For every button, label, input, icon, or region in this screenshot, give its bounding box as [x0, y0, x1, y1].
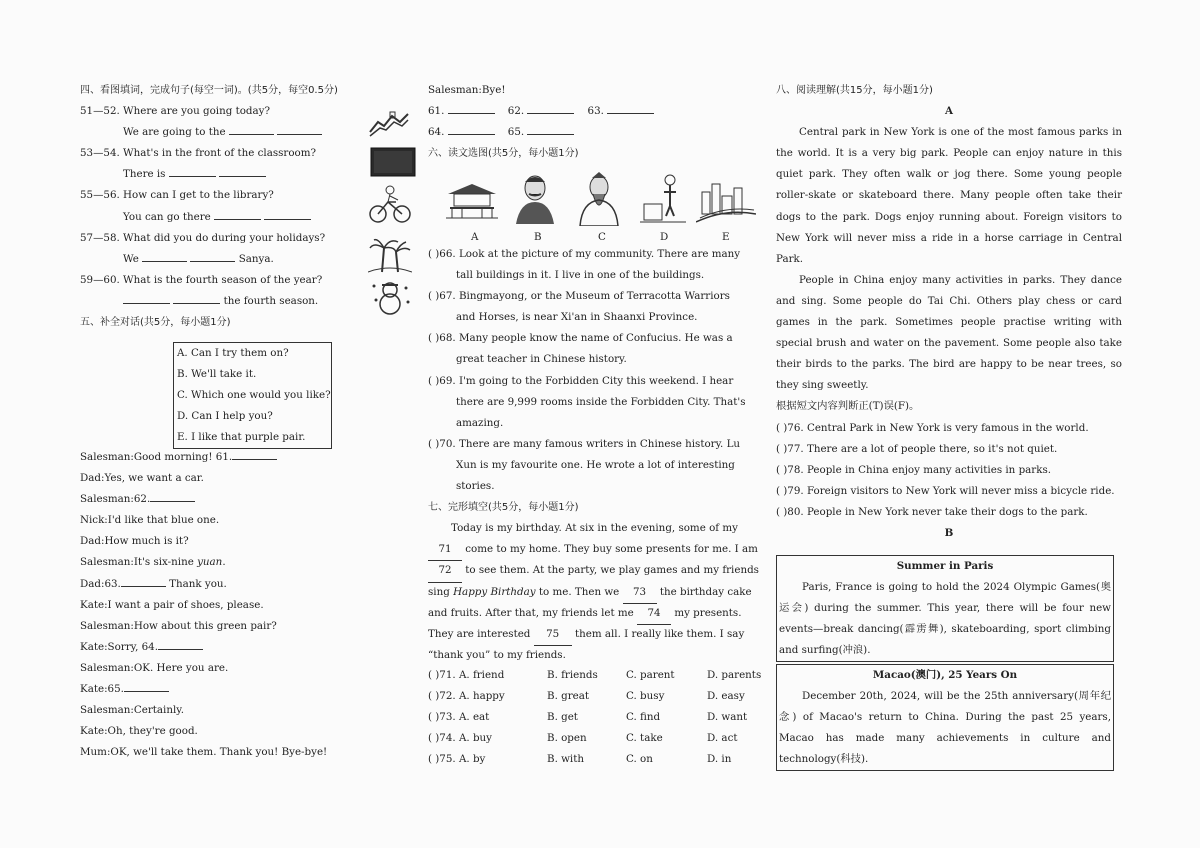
picture-questions: ( )66. Look at the picture of my community. There are many tall buildings in it. I live in one of the buildings. ( )67. Bingmayong, or the Museum of Terracotta Warriors and Horses, is near Xi'an in Shaanxi Province. ( )68. Many people know the name of Confucius. He was a great teacher in Chinese history. ( )69. I'm going to the Forbidden City this weekend. I hear there are 9,999 rooms inside the Forbidden City. That's amazing. ( )70. There are many famous writers in Chinese history. Lu Xun is my favourite one. He wrote a lot of interesting stories. 七、完形填空(共5分，每小题1分) Today is my birthday. At six in the evening, some of my 71 come to my home. They buy some presents for me. I am 72 to see them. At the party, we play games and my friends sing Happy Birthday to me. Then we 73 the birthday cake and fruits. After that, my friends let me 74 my presents. They are interested 75 them all. I really like them. I say “thank you” to my friends. — [428, 244, 773, 666]
column-middle — [428, 80, 773, 164]
picture-label-d: D — [660, 231, 669, 243]
blank[interactable] — [214, 207, 261, 220]
palm-beach-picture — [368, 234, 412, 274]
cloze-blank-72[interactable]: 72 — [428, 560, 462, 582]
answer-55: You can go there — [80, 207, 425, 228]
part-b-label: B — [944, 526, 954, 539]
dialog — [80, 447, 425, 763]
blank[interactable] — [150, 489, 195, 502]
answer-57: We Sanya. — [80, 249, 425, 270]
part-a-label: A — [945, 105, 953, 118]
option-c: C. Which one would you like? — [177, 389, 331, 402]
tf-question-79: ( )79. Foreign visitors to New York will never miss a bicycle ride. — [776, 484, 1115, 497]
dialog-bye: Salesman:Bye! — [428, 84, 506, 96]
dialog-line: Salesman:How about this green pair? — [80, 619, 277, 632]
box-title: Summer in Paris — [896, 560, 994, 572]
section-7-heading: 七、完形填空(共5分，每小题1分) — [428, 502, 579, 514]
dialog-line: Mum:OK, we'll take them. Thank you! Bye-bye! — [80, 746, 328, 759]
question-57: 57—58. What did you do during your holidays? — [80, 231, 326, 244]
picture-label-a: A — [471, 231, 479, 243]
blank[interactable] — [607, 101, 654, 114]
blank[interactable] — [123, 291, 170, 304]
blank[interactable] — [277, 122, 322, 135]
box-title: Macao(澳门), 25 Years On — [872, 669, 1018, 681]
dialog-line: Dad:Yes, we want a car. — [80, 472, 204, 485]
option-e: E. I like that purple pair. — [177, 431, 306, 444]
cloze-blank-73[interactable]: 73 — [623, 582, 657, 604]
section-5-heading: 五、补全对话(共5分，每小题1分) — [80, 317, 231, 329]
dialog-line: Salesman:OK. Here you are. — [80, 661, 229, 674]
blank[interactable] — [219, 164, 266, 177]
dialog-options-box — [173, 342, 332, 449]
question-70: ( )70. There are many famous writers in Chinese history. Lu — [428, 437, 741, 450]
cloze-line: sing Happy Birthday to me. Then we 73 the birthday cake — [428, 582, 773, 603]
dialog-line: Nick:I'd like that blue one. — [80, 514, 220, 527]
answer-blanks-row-2: 64. 65. — [428, 122, 773, 143]
cloze-line: 72 to see them. At the party, we play games and my friends — [428, 560, 773, 581]
terracotta-warriors-picture — [640, 172, 686, 226]
question-67: ( )67. Bingmayong, or the Museum of Terracotta Warriors — [428, 290, 730, 303]
dialog-line: Kate:65. — [80, 679, 425, 700]
question-66: ( )66. Look at the picture of my community. There are many — [428, 248, 741, 260]
dialog-line: Dad:63. Thank you. — [80, 574, 425, 595]
blank[interactable] — [264, 207, 311, 220]
confucius-portrait — [576, 172, 622, 226]
cloze-line: Today is my birthday. At six in the evening, some of my — [451, 522, 738, 535]
blank[interactable] — [190, 249, 235, 262]
cloze-blank-74[interactable]: 74 — [637, 603, 671, 625]
question-51: 51—52. Where are you going today? — [80, 105, 270, 118]
dialog-line: Salesman:It's six-nine yuan. — [80, 556, 226, 569]
lu-xun-portrait — [512, 172, 558, 224]
passage-a-paragraph-1: Central park in New York is one of the most famous parks in the world. It is a very big park. People can enjoy nature in this quiet park. They often walk or jog there. Some young people roller-skate or skateboard there. Many people often take their dogs to the park. Dogs enjoy running about. Foreign visitors to New York will never miss a ride in a horse carriage in Central Park. — [776, 126, 1122, 265]
cloze-line: and fruits. After that, my friends let me 74 my presents. — [428, 603, 773, 624]
box-text: December 20th, 2024, will be the 25th anniversary(周年纪念) of Macao's return to China. During the past 25 years, Macao has made many achievements in culture and technology(科技). — [779, 690, 1111, 766]
blank[interactable] — [158, 637, 203, 650]
dialog-line: Salesman:62. — [80, 489, 425, 510]
blank[interactable] — [448, 122, 495, 135]
option-b: B. We'll take it. — [177, 368, 257, 381]
question-55: 55—56. How can I get to the library? — [80, 189, 274, 202]
bike-picture — [368, 184, 412, 224]
answer-blanks-row-1: 61. 62. 63. — [428, 101, 773, 122]
blank[interactable] — [229, 122, 274, 135]
cloze-choices — [428, 665, 773, 770]
dialog-line: Salesman:Good morning! 61. — [80, 447, 425, 468]
winter-snowman-picture — [370, 280, 412, 316]
cloze-blank-75[interactable]: 75 — [534, 624, 572, 646]
choice-row: ( )72. A. happy B. great C. busy D. easy — [428, 690, 745, 703]
summer-in-paris-box — [776, 555, 1114, 662]
great-wall-picture — [368, 108, 410, 138]
blackboard-picture — [370, 147, 416, 177]
blank[interactable] — [121, 574, 166, 587]
question-69: ( )69. I'm going to the Forbidden City this weekend. I hear — [428, 374, 734, 387]
section-6-heading: 六、读文选图(共5分，每小题1分) — [428, 148, 579, 160]
macao-box — [776, 664, 1114, 771]
question-59: 59—60. What is the fourth season of the year? — [80, 273, 323, 286]
picture-label-e: E — [722, 231, 730, 243]
dialog-line: Dad:How much is it? — [80, 535, 189, 548]
blank[interactable] — [527, 101, 574, 114]
choice-row: ( )74. A. buy B. open C. take D. act — [428, 732, 738, 745]
passage-a-paragraph-2: People in China enjoy many activities in parks. They dance and sing. Some people do Tai Chi. Others play chess or card games in the park. Sometimes people practise writing with special brush and water on the pavement. Some people also take their birds to the parks. The bird are happy to be near trees, so they sing sweetly. — [776, 273, 1122, 392]
blank[interactable] — [527, 122, 574, 135]
choice-row: ( )71. A. friend B. friends C. parent D. parents — [428, 669, 762, 681]
picture-label-b: B — [534, 231, 542, 243]
tf-question-78: ( )78. People in China enjoy many activities in parks. — [776, 463, 1052, 476]
blank[interactable] — [169, 164, 216, 177]
section-4-heading: 四、看图填词，完成句子(每空一词)。(共5分，每空0.5分) — [80, 85, 338, 96]
blank[interactable] — [142, 249, 187, 262]
forbidden-city-picture — [446, 178, 498, 224]
true-false-heading: 根据短文内容判断正(T)误(F)。 — [776, 400, 920, 413]
choice-row: ( )75. A. by B. with C. on D. in — [428, 753, 732, 766]
picture-label-c: C — [598, 231, 606, 243]
cloze-line: “thank you” to my friends. — [428, 648, 566, 661]
cloze-line: 71 come to my home. They buy some presents for me. I am — [428, 539, 773, 560]
dialog-line: Salesman:Certainly. — [80, 704, 184, 717]
cloze-line: They are interested 75 them all. I really like them. I say — [428, 624, 773, 645]
question-53: 53—54. What's in the front of the classroom? — [80, 147, 317, 160]
answer-59: the fourth season. — [80, 291, 425, 312]
tf-question-77: ( )77. There are a lot of people there, so it's not quiet. — [776, 442, 1058, 455]
cloze-blank-71[interactable]: 71 — [428, 539, 462, 561]
option-d: D. Can I help you? — [177, 410, 273, 423]
dialog-line: Kate:I want a pair of shoes, please. — [80, 598, 264, 611]
answer-53: There is — [80, 164, 425, 185]
blank[interactable] — [173, 291, 220, 304]
blank[interactable] — [448, 101, 495, 114]
choice-row: ( )73. A. eat B. get C. find D. want — [428, 711, 748, 724]
blank[interactable] — [232, 447, 277, 460]
city-buildings-picture — [696, 178, 756, 224]
dialog-line: Kate:Oh, they're good. — [80, 725, 198, 738]
dialog-line: Kate:Sorry, 64. — [80, 637, 425, 658]
section-8-heading: 八、阅读理解(共15分，每小题1分) — [776, 85, 933, 96]
tf-question-76: ( )76. Central Park in New York is very famous in the world. — [776, 421, 1089, 434]
box-text: Paris, France is going to hold the 2024 Olympic Games(奥运会) during the summer. This year, there will be four new events—break dancing(霹雳舞), skateboarding, sport climbing and surfing(冲浪). — [779, 581, 1111, 657]
question-68: ( )68. Many people know the name of Confucius. He was a — [428, 332, 733, 345]
blank[interactable] — [124, 679, 169, 692]
tf-question-80: ( )80. People in New York never take their dogs to the park. — [776, 505, 1088, 518]
option-a: A. Can I try them on? — [177, 347, 289, 359]
answer-51: We are going to the — [80, 122, 425, 143]
column-right — [776, 80, 1122, 544]
